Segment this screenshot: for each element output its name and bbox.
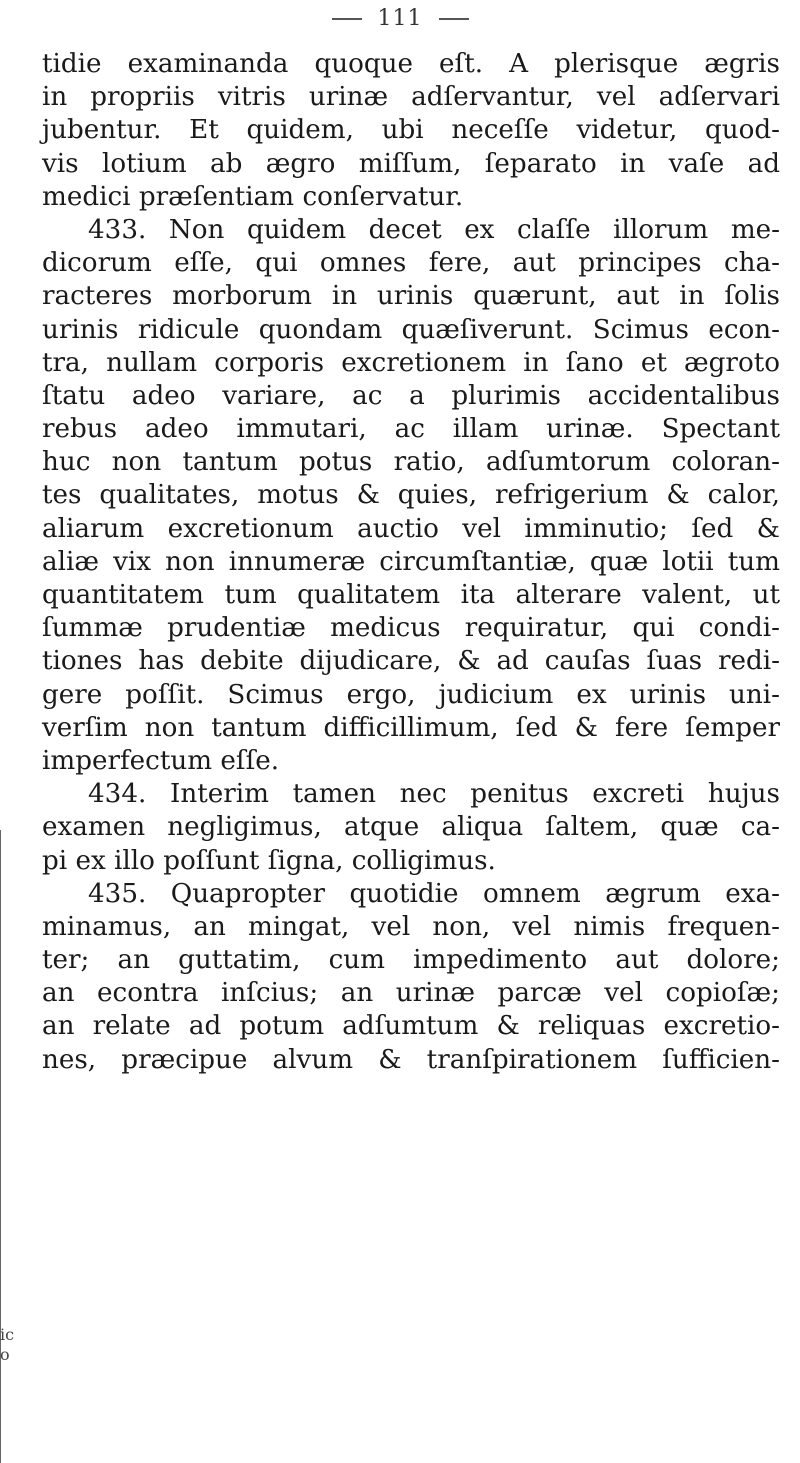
text-line-30: an relate ad potum adſumtum & reliquas excretio- <box>42 1011 780 1042</box>
text-line-27: minamus, an mingat, vel non, vel nimis frequen- <box>42 911 780 942</box>
text-line-29: an econtra inſcius; an urinæ parcæ vel copioſæ; <box>42 978 780 1009</box>
text-line-9: urinis ridicule quondam quæſiverunt. Scimus econ- <box>42 314 780 345</box>
text-line-22: imperfectum eſſe. <box>42 745 280 776</box>
text-line-28: ter; an guttatim, cum impedimento aut dolore; <box>42 945 780 976</box>
text-line-19: tiones has debite dijudicare, & ad cauſas ſuas redi- <box>42 646 780 677</box>
margin-fragment-2: o <box>0 1345 10 1364</box>
text-line-10: tra, nullam corporis excretionem in ſano et ægroto <box>42 347 780 378</box>
text-line-17: quantitatem tum qualitatem ita alterare valent, ut <box>42 580 780 610</box>
text-line-11: ſtatu adeo variare, ac a plurimis accidentalibus <box>42 380 780 411</box>
body-text <box>42 48 780 1077</box>
text-line-3: jubentur. Et quidem, ubi neceſſe videtur, quod- <box>42 115 780 146</box>
text-line-2: in propriis vitris urinæ adſervantur, vel adſervari <box>42 82 780 113</box>
page-number: 111 <box>377 6 423 31</box>
text-line-8: racteres morborum in urinis quærunt, aut in ſolis <box>42 281 780 312</box>
section-434-line-1: 434. Interim tamen nec penitus excreti hujus <box>88 779 780 810</box>
text-line-4: vis lotium ab ægro miſſum, ſeparato in vaſe ad <box>42 148 780 179</box>
header-dash-right <box>439 18 469 20</box>
text-line-1: tidie examinanda quoque eſt. A plerisque ægris <box>42 49 780 79</box>
text-line-5: medici præſentiam conſervatur. <box>42 181 464 212</box>
text-line-13: huc non tantum potus ratio, adſumtorum coloran- <box>42 447 780 478</box>
header-dash-left <box>332 18 362 20</box>
text-line-31: nes, præcipue alvum & tranſpirationem ſufficien- <box>42 1044 780 1075</box>
section-435-line-1: 435. Quapropter quotidie omnem ægrum exa- <box>88 878 780 909</box>
text-line-7: dicorum eſſe, qui omnes fere, aut principes cha- <box>42 248 780 279</box>
text-line-24: examen negligimus, atque aliqua ſaltem, quæ ca- <box>42 812 780 843</box>
section-433-line-1: 433. Non quidem decet ex claſſe illorum me- <box>88 214 780 245</box>
text-line-16: aliæ vix non innumeræ circumſtantiæ, quæ lotii tum <box>42 546 780 577</box>
text-line-12: rebus adeo immutari, ac illam urinæ. Spectant <box>42 414 780 445</box>
page-header <box>0 6 800 31</box>
text-line-25: pi ex illo poſſunt ſigna, colligimus. <box>42 845 496 876</box>
binding-edge-line <box>0 830 1 1463</box>
text-line-18: ſummæ prudentiæ medicus requiratur, qui condi- <box>42 613 780 644</box>
margin-fragment-1: ic <box>0 1325 15 1344</box>
text-line-20: gere poſſit. Scimus ergo, judicium ex urinis uni- <box>42 679 780 710</box>
text-line-21: verſim non tantum difficillimum, ſed & fere ſemper <box>42 712 780 743</box>
text-line-14: tes qualitates, motus & quies, refrigerium & calor, <box>42 480 780 511</box>
text-line-15: aliarum excretionum auctio vel imminutio; ſed & <box>42 513 780 544</box>
